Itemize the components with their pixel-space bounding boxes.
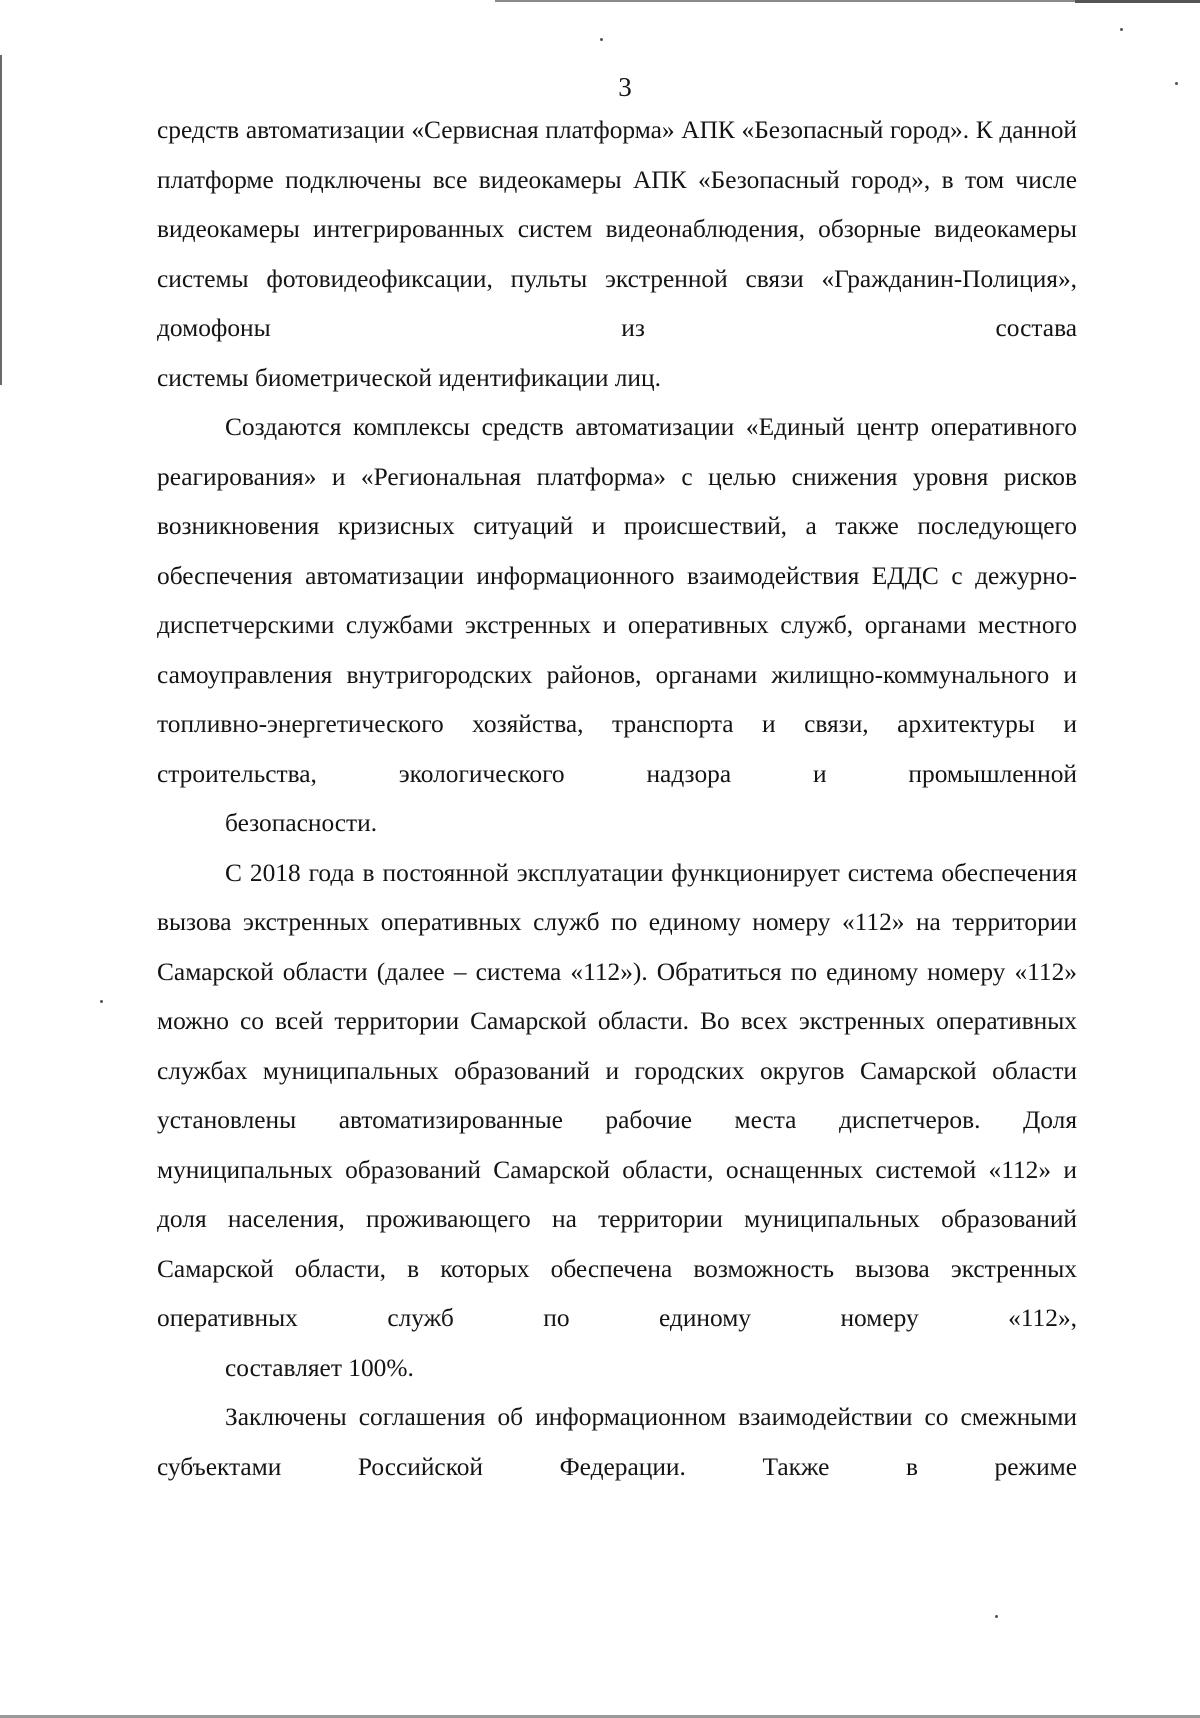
scan-speck xyxy=(100,1000,103,1003)
paragraph-text: средств автоматизации «Сервисная платформа» АПК «Безопасный город». К данной платформе подключены все видеокамеры АПК «Безопасный город», в том числе видеокамеры интегрированных систем видеонаблюдения, обзорные видеокамеры системы фотовидеофиксации, пульты экстренной связи «Гражданин-Полиция», домофоны из состава xyxy=(157,116,1077,342)
document-body xyxy=(157,106,1077,1492)
paragraph-text: Создаются комплексы средств автоматизации «Единый центр оперативного реагирования» и «Региональная платформа» с целью снижения уровня рисков возникновения кризисных ситуаций и происшествий, а также последующего обеспечения автоматизации информационного взаимодействия ЕДДС с дежурно-диспетчерскими службами экстренных и оперативных служб, органами местного самоуправления внутригородских районов, органами жилищно-коммунального и топливно-энергетического хозяйства, транспорта и связи, архитектуры и строительства, экологического надзора и промышленной xyxy=(157,413,1077,788)
scan-speck xyxy=(1120,28,1123,31)
paragraph-last-line: безопасности. xyxy=(225,809,378,837)
paragraph-text: С 2018 года в постоянной эксплуатации функционирует система обеспечения вызова экстренных оперативных служб по единому номеру «112» на территории Самарской области (далее – система «112»). Обратиться по единому номеру «112» можно со всей территории Самарской области. Во всех экстренных оперативных службах муниципальных образований и городских округов Самарской области установлены автоматизированные рабочие места диспетчеров. Доля муниципальных образований Самарской области, оснащенных системой «112» и доля населения, проживающего на территории муниципальных образований Самарской области, в которых обеспечена возможность вызова экстренных оперативных служб по единому номеру «112», xyxy=(157,858,1077,1332)
paragraph-complexes xyxy=(157,403,1077,849)
scan-edge-top xyxy=(495,0,1105,2)
scan-speck xyxy=(995,1615,998,1618)
scan-speck xyxy=(600,38,603,41)
page-number: 3 xyxy=(618,72,632,102)
paragraph-intro xyxy=(157,106,1077,403)
paragraph-agreements xyxy=(157,1393,1077,1492)
scan-edge-top-dark xyxy=(1075,0,1200,3)
paragraph-last-line: системы биометрической идентификации лиц. xyxy=(157,363,661,392)
paragraph-last-line: составляет 100%. xyxy=(225,1353,414,1382)
scan-edge-left xyxy=(0,55,2,385)
paragraph-text: Заключены соглашения об информационном взаимодействии со смежными субъектами Российской Федерации. Также в режиме xyxy=(157,1403,1077,1481)
paragraph-system-112 xyxy=(157,849,1077,1394)
